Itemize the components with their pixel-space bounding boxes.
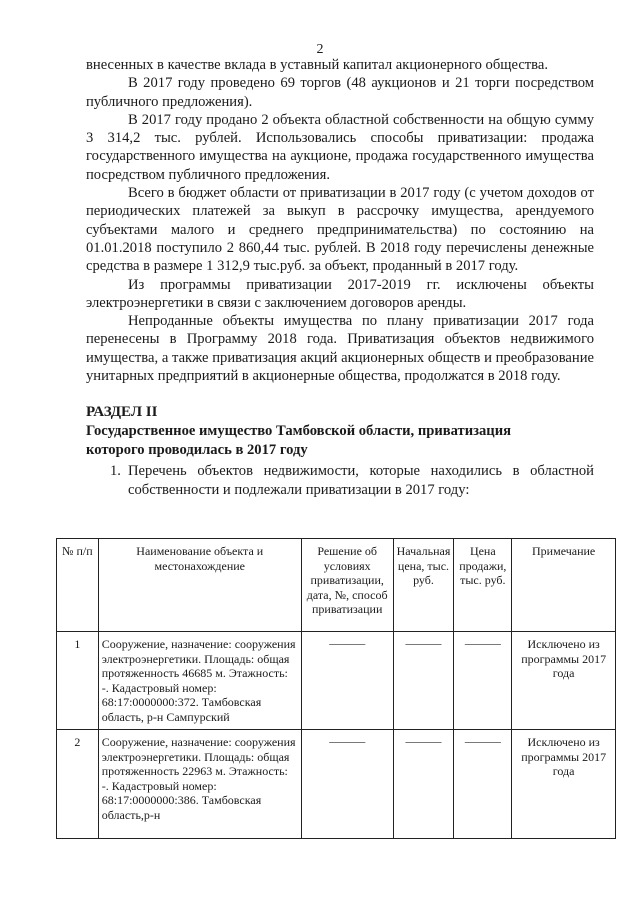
- table-row: [57, 730, 616, 839]
- paragraph-excluded-objects: Из программы приватизации 2017-2019 гг. исключены объекты электроэнергетики в связи с заключением договоров аренды.: [86, 276, 594, 311]
- cell-num: 2: [57, 730, 99, 839]
- cell-name: Сооружение, назначение: сооружения электроэнергетики. Площадь: общая протяженность 22963 м. Этажность: -. Кадастровый номер: 68:17:0000000:386. Тамбовская область,р-н: [98, 730, 301, 839]
- header-start-price: Начальная цена, тыс. руб.: [393, 539, 454, 632]
- section-subtitle-line2: которого проводилась в 2017 году: [86, 442, 308, 459]
- paragraph-continuation: внесенных в качестве вклада в уставный капитал акционерного общества.: [86, 57, 549, 73]
- document-body: [86, 56, 594, 499]
- cell-decision: ———: [301, 632, 393, 730]
- cell-note: Исключено из программы 2017 года: [512, 632, 616, 730]
- header-num: № п/п: [57, 539, 99, 632]
- table-row: [57, 632, 616, 730]
- cell-num: 1: [57, 632, 99, 730]
- table-header-row: [57, 539, 616, 632]
- list-item-number: 1.: [110, 463, 121, 480]
- paragraph-sold-objects: В 2017 году продано 2 объекта областной собственности на общую сумму 3 314,2 тыс. рублей. Использовались способы приватизации: продажа государственного имущества на аукционе, продажа государственного имущества посредством публичного предложения.: [86, 111, 594, 183]
- paragraph-unsold-objects: Непроданные объекты имущества по плану приватизации 2017 года перенесены в Программу 2018 года. Приватизация объектов недвижимого имущества, а также приватизация акций акционерных обществ и преобразование унитарных предприятий в акционерные общества, продолжатся в 2018 году.: [86, 313, 594, 385]
- cell-name: Сооружение, назначение: сооружения электроэнергетики. Площадь: общая протяженность 46685 м. Этажность: -. Кадастровый номер: 68:17:0000000:372. Тамбовская область, р-н Сампурский: [98, 632, 301, 730]
- cell-note: Исключено из программы 2017 года: [512, 730, 616, 839]
- cell-sale-price: ———: [454, 632, 512, 730]
- list-item: [86, 462, 594, 499]
- cell-start-price: ———: [393, 730, 454, 839]
- cell-start-price: ———: [393, 632, 454, 730]
- cell-sale-price: ———: [454, 730, 512, 839]
- header-sale-price: Цена продажи, тыс. руб.: [454, 539, 512, 632]
- property-table: [56, 538, 616, 839]
- section-title: РАЗДЕЛ II: [86, 404, 158, 421]
- list-item-text: Перечень объектов недвижимости, которые находились в областной собственности и подлежали приватизации в 2017 году:: [128, 463, 594, 498]
- cell-decision: ———: [301, 730, 393, 839]
- header-decision: Решение об условиях приватизации, дата, №, способ приватизации: [301, 539, 393, 632]
- header-note: Примечание: [512, 539, 616, 632]
- page-number: 2: [316, 42, 324, 57]
- header-name: Наименование объекта и местонахождение: [98, 539, 301, 632]
- section-subtitle-line1: Государственное имущество Тамбовской области, приватизация: [86, 423, 511, 440]
- paragraph-budget-income: Всего в бюджет области от приватизации в 2017 году (с учетом доходов от периодических платежей за выкуп в рассрочку имущества, арендуемого субъектами малого и среднего предпринимательства) по состоянию на 01.01.2018 поступило 2 860,44 тыс. рублей. В 2018 году перечислены денежные средства в размере 1 312,9 тыс.руб. за объект, проданный в 2017 году.: [86, 185, 594, 275]
- paragraph-auctions: В 2017 году проведено 69 торгов (48 аукционов и 21 торги посредством публичного предложения).: [86, 75, 594, 110]
